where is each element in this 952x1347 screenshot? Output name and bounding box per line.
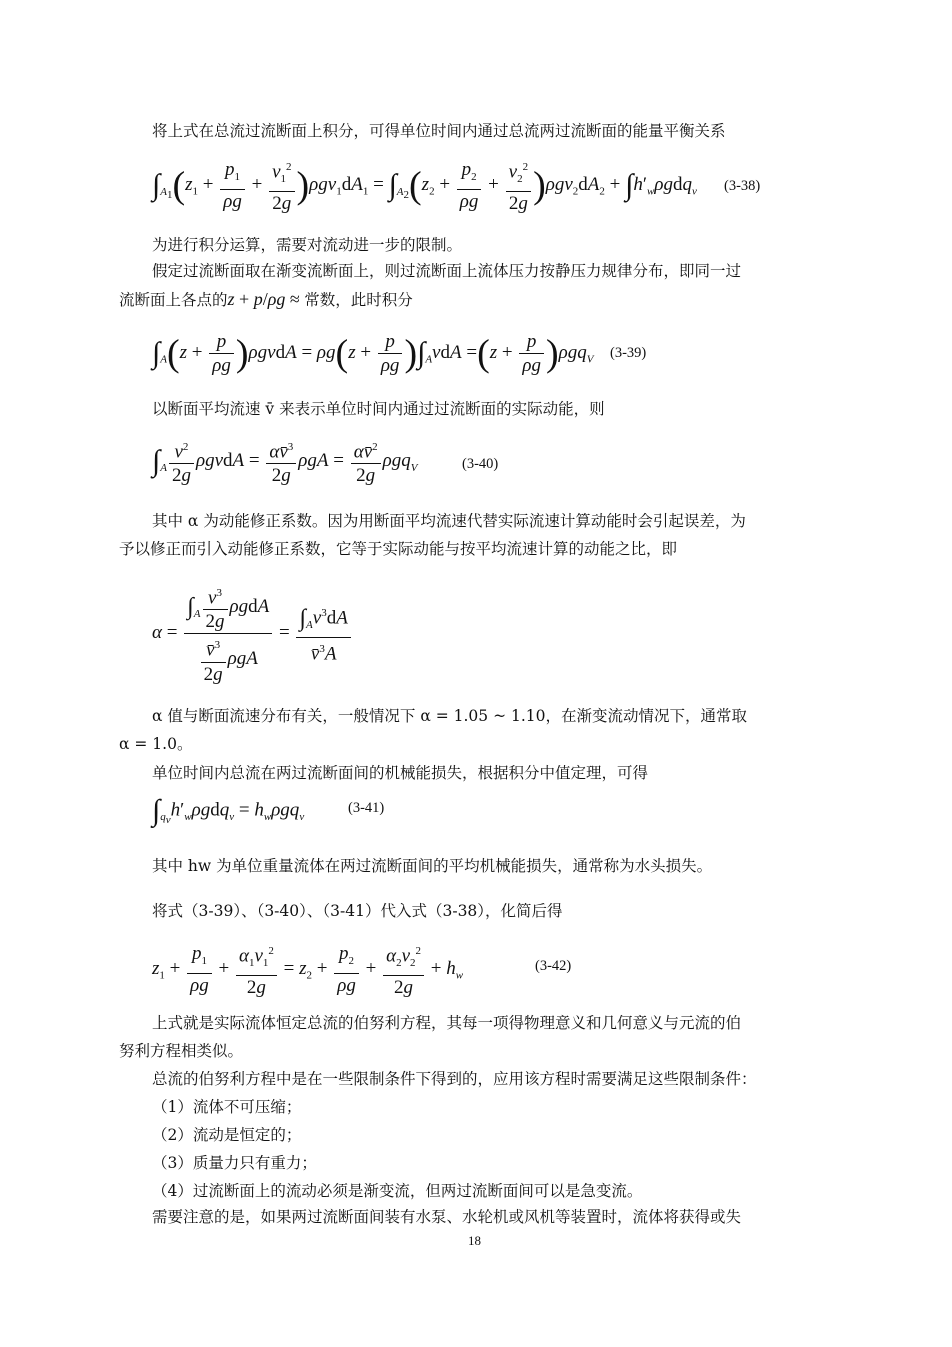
equation-tag-3-41: (3-41) (348, 800, 385, 816)
list-item-4: （4）过流断面上的流动必须是渐变流，但两过流断面间可以是急变流。 (152, 1182, 643, 1200)
equation-tag-3-42: (3-42) (535, 958, 572, 974)
paragraph-3a: 假定过流断面取在渐变流断面上，则过流断面上流体压力按静压力规律分布，即同一过 (152, 262, 742, 280)
paragraph-4: 以断面平均流速 v̄ 来表示单位时间内通过过流断面的实际动能，则 (152, 400, 605, 418)
paragraph-6a: α 值与断面流速分布有关，一般情况下 α = 1.05 ~ 1.10，在渐变流动情况下，通常取 (152, 707, 747, 725)
equation-3-42: $z_1$ + $\frac{p_1}{\rho g}$ + $\frac{\alpha_1v_1^2}{2g}$ = $z_2$ + $\frac{p_2}{\rho g}$ + $\frac{\alpha_2v_2^2}{2g}$ + $h_w$ (152, 940, 463, 999)
equation-tag-3-39: (3-39) (610, 345, 647, 361)
paragraph-3b-pre: 流断面上各点的 (119, 291, 228, 309)
paragraph-2: 为进行积分运算，需要对流动进一步的限制。 (152, 236, 463, 254)
page-number: 18 (468, 1233, 481, 1248)
equation-3-40: $\int_A$ $\frac{v^2}{2g}$ ρgvdA = $\frac{\alpha v̄^3}{2g}$ ρgA = $\frac{\alpha v̄^2}{2g}$ ρgq$_V$ (152, 436, 418, 487)
paragraph-9: 将式（3-39）、（3-40）、（3-41）代入式（3-38），化简后得 (152, 902, 563, 920)
equation-tag-3-40: (3-40) (462, 456, 499, 472)
paragraph-3b-post: 常数，此时积分 (304, 291, 413, 309)
paragraph-6b: α = 1.0。 (119, 735, 193, 753)
paragraph-8: 其中 hw 为单位重量流体在两过流断面间的平均机械能损失，通常称为水头损失。 (152, 857, 713, 875)
paragraph-10b: 努利方程相类似。 (119, 1042, 244, 1060)
paragraph-10a: 上式就是实际流体恒定总流的伯努利方程，其每一项得物理意义和几何意义与元流的伯 (152, 1014, 742, 1032)
paragraph-12: 需要注意的是，如果两过流断面间装有水泵、水轮机或风机等装置时，流体将获得或失 (152, 1208, 742, 1226)
list-item-2: （2）流动是恒定的； (152, 1126, 302, 1144)
paragraph-7: 单位时间内总流在两过流断面间的机械能损失，根据积分中值定理，可得 (152, 764, 649, 782)
equation-3-39: $\int_A(z$ + $\frac{p}{\rho g}$ )ρgvdA = ρg(z + $\frac{p}{\rho g}$ )$\int_AvdA =(z$ + $\frac{p}{\rho g}$ )ρgq$_V$ (152, 331, 594, 376)
equation-3-41: $\int_{q_v}h'_w\rho gdq_v = h_w\rho gq_v$ (152, 794, 305, 827)
equation-alpha: α = $\int_A$ $\frac{v^3}{2g}$ ρgdA $\frac{v̄^3}{2g}$ ρgA = $\frac{\int_Av^3dA}{v̄^3A}$ (152, 582, 353, 686)
equation-tag-3-38: (3-38) (724, 178, 761, 194)
list-item-3: （3）质量力只有重力； (152, 1154, 317, 1172)
paragraph-11: 总流的伯努利方程中是在一些限制条件下得到的，应用该方程时需要满足这些限制条件： (152, 1070, 757, 1088)
paragraph-5b: 予以修正而引入动能修正系数，它等于实际动能与按平均流速计算的动能之比，即 (119, 540, 678, 558)
paragraph-3b: 流断面上各点的z + p/ρg ≈ 常数，此时积分 (119, 289, 413, 309)
paragraph-1: 将上式在总流过流断面上积分，可得单位时间内通过总流两过流断面的能量平衡关系 (152, 122, 726, 140)
paragraph-5a: 其中 α 为动能修正系数。因为用断面平均流速代替实际流速计算动能时会引起误差，为 (152, 512, 746, 530)
equation-3-38: $\int_{A_1}(z_1$ + $\frac{p_1}{\rho g}$ + $\frac{v_1^2}{2g}$ )$\rho gv_1dA_1 = \int_{A_2}(z_2$ + $\frac{p_2}{\rho g}$ + $\frac{v_2^2}{2g}$ )$\rho gv_2dA_2 + \int h'_w\rho gdq_v$ (152, 156, 697, 215)
list-item-1: （1）流体不可压缩； (152, 1098, 302, 1116)
